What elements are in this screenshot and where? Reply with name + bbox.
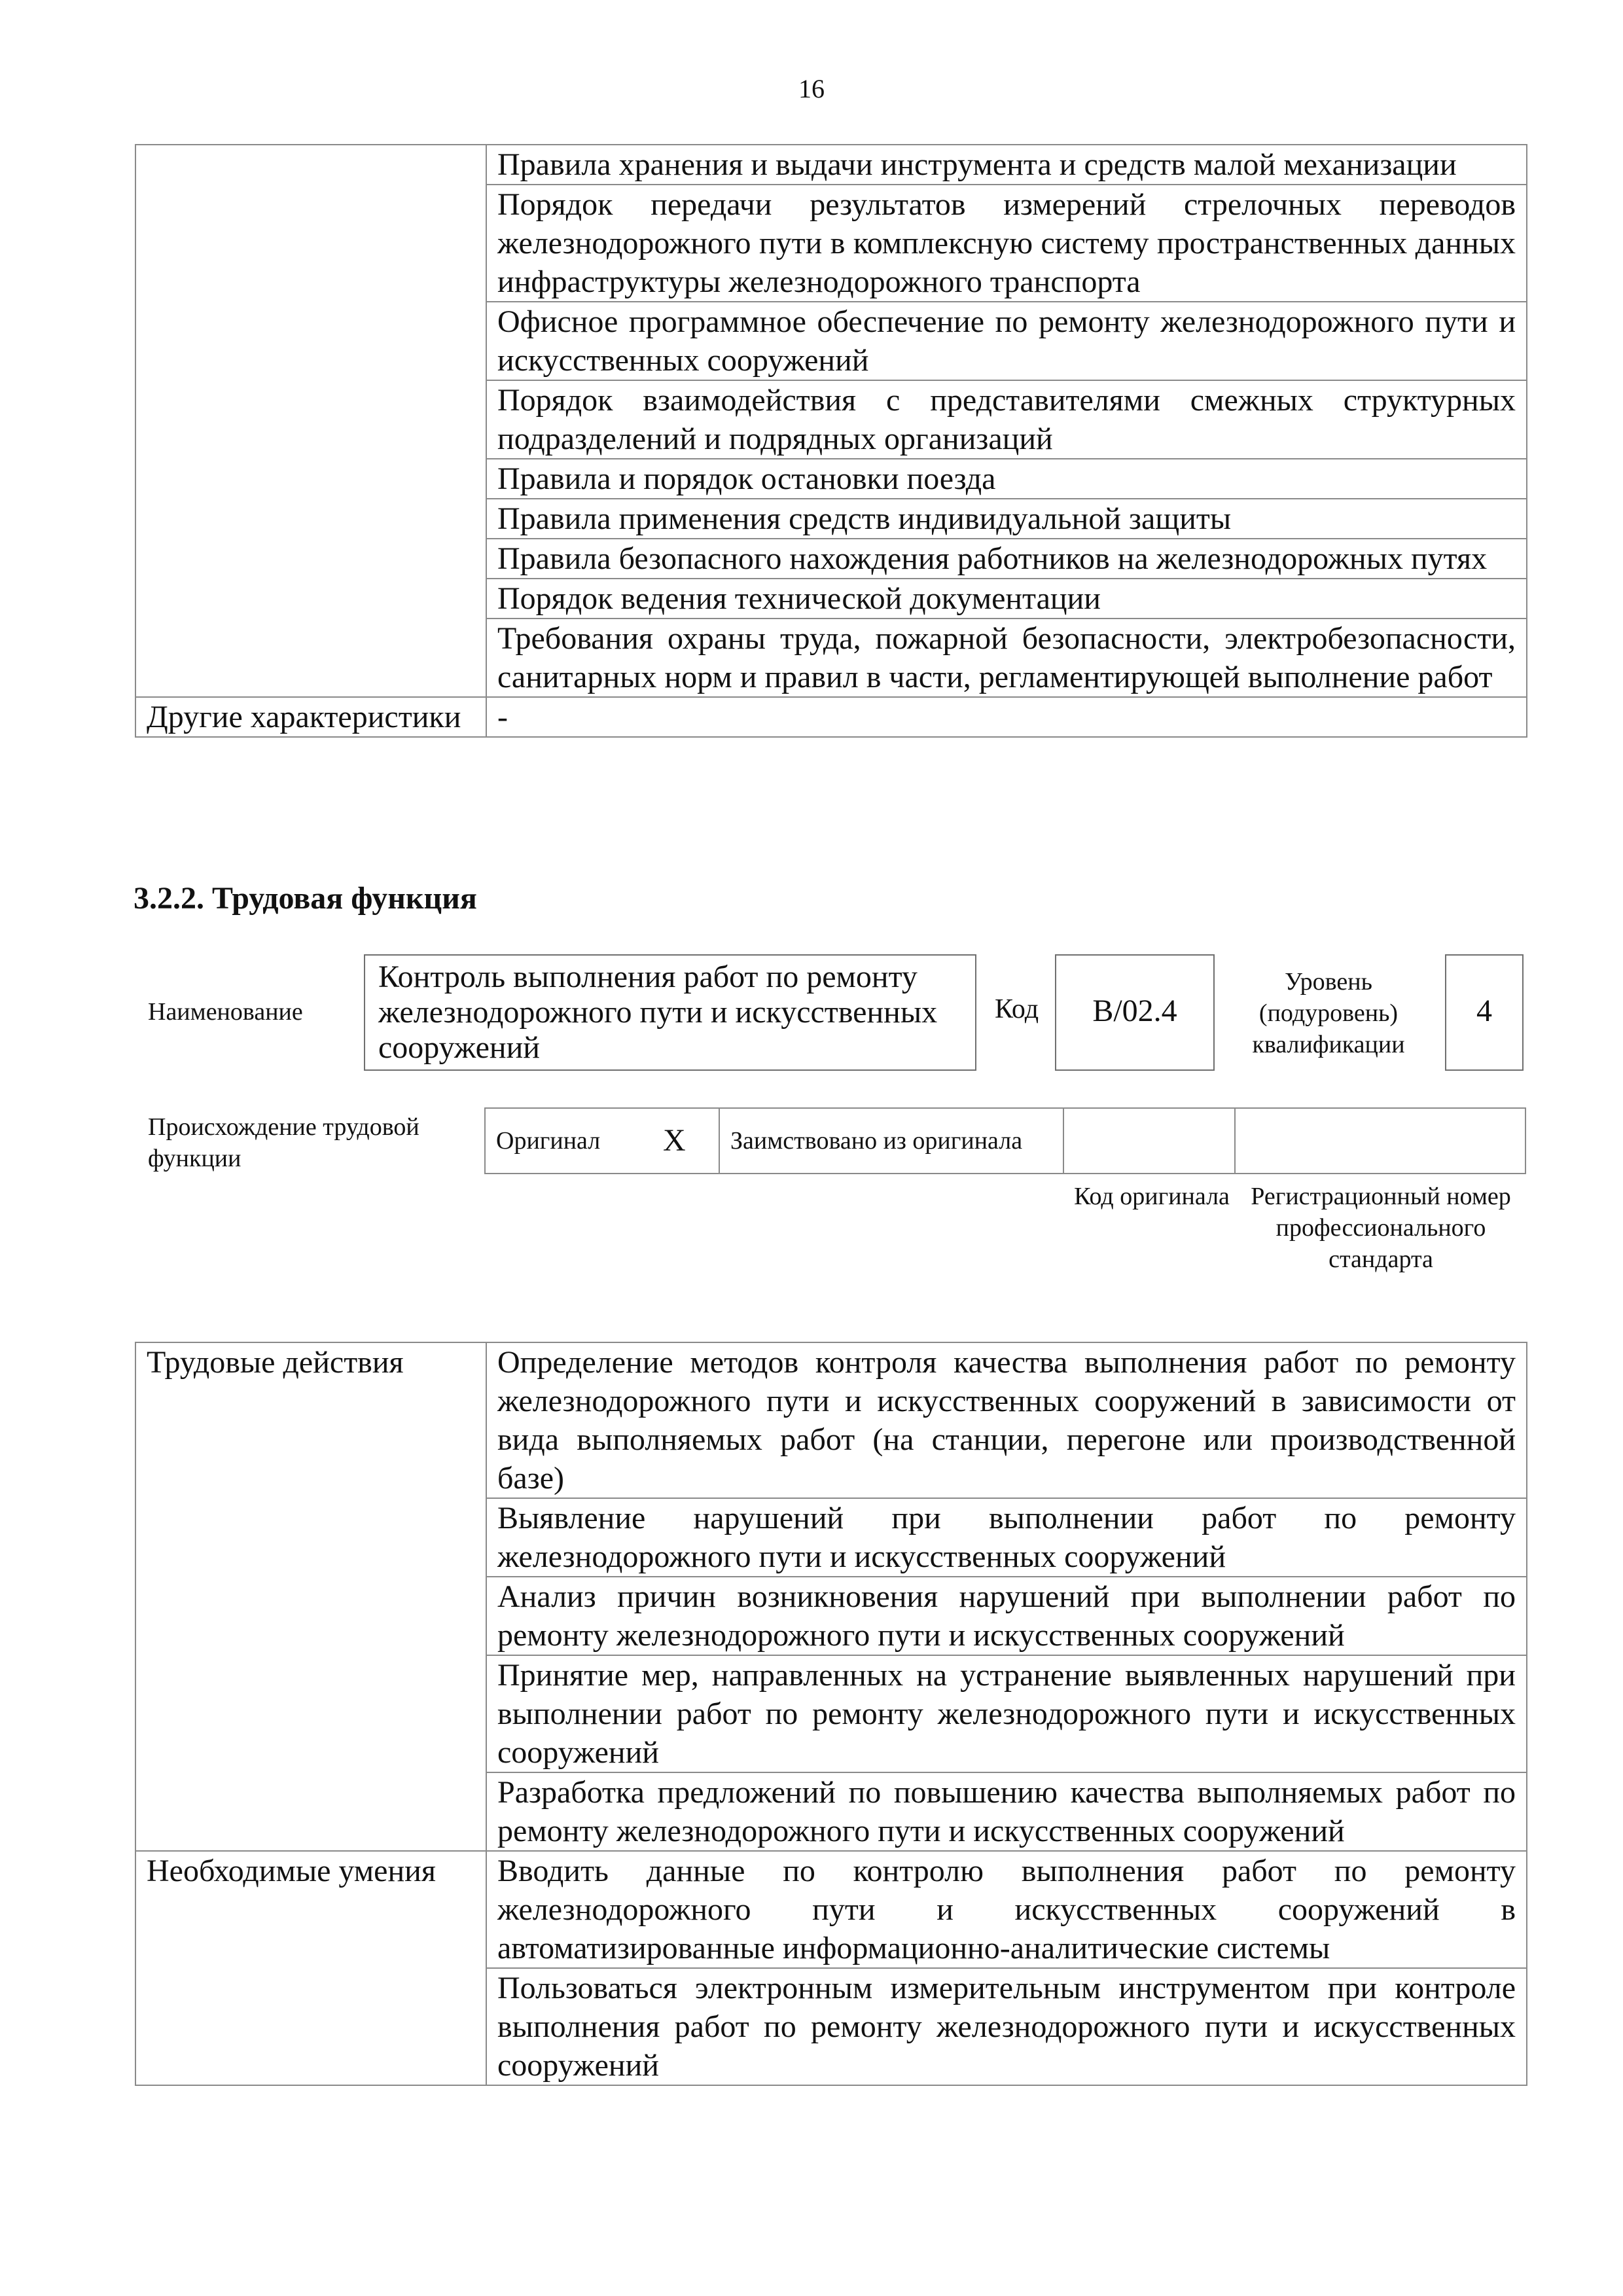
code-caption: Код оригинала [1074,1183,1230,1210]
code-label: Код [995,994,1039,1024]
origin-table [484,1107,1526,1174]
knowledge-item: Порядок ведения технической документации [486,579,1527,619]
original-code-cell [1063,1108,1235,1174]
labor-action-item: Анализ причин возникновения нарушений при выполнении работ по ремонту железнодорожного пути и искусственных сооружений [486,1577,1527,1655]
function-name-box: Контроль выполнения работ по ремонту железнодорожного пути и искусственных сооружений [364,954,976,1071]
borrowed-label: Заимствовано из оригинала [719,1108,1063,1174]
required-skill-item: Пользоваться электронным измерительным инструментом при контроле выполнения работ по ремонту железнодорожного пути и искусственных сооружений [486,1968,1527,2085]
level-label: Уровень (подуровень) квалификации [1252,968,1405,1058]
original-label: Оригинал [485,1108,652,1174]
knowledge-item: Требования охраны труда, пожарной безопасности, электробезопасности, санитарных норм и правил в части, регламентирующей выполнение работ [486,619,1527,697]
required-skill-item: Вводить данные по контролю выполнения работ по ремонту железнодорожного пути и искусственных сооружений в автоматизированные информационно-аналитические системы [486,1851,1527,1968]
origin-label: Происхождение трудовой функции [148,1113,419,1172]
registration-caption: Регистрационный номер профессионального стандарта [1251,1183,1511,1273]
required-skills-label: Необходимые умения [135,1851,486,2085]
knowledge-item: Правила хранения и выдачи инструмента и средств малой механизации [486,145,1527,185]
name-label: Наименование [148,998,303,1026]
labor-function-table [135,1342,1527,2086]
other-characteristics-value: - [486,697,1527,737]
table-row [135,145,1527,185]
knowledge-item: Порядок взаимодействия с представителями смежных структурных подразделений и подрядных организаций [486,380,1527,459]
knowledge-item: Офисное программное обеспечение по ремонту железнодорожного пути и искусственных сооружений [486,302,1527,380]
table-row [135,1342,1527,1498]
other-characteristics-label: Другие характеристики [135,697,486,737]
registration-number-cell [1235,1108,1525,1174]
labor-action-item: Определение методов контроля качества выполнения работ по ремонту железнодорожного пути и искусственных сооружений в зависимости от вида выполняемых работ (на станции, перегоне или производственной базе) [486,1342,1527,1498]
page-number: 16 [798,74,825,103]
qualification-level-box: 4 [1445,954,1524,1071]
section-heading: 3.2.2. Трудовая функция [134,881,477,916]
table-row [485,1108,1525,1174]
knowledge-item: Правила применения средств индивидуальной защиты [486,499,1527,539]
table-row [135,697,1527,737]
function-code-box: В/02.4 [1055,954,1215,1071]
empty-label-cell [135,145,486,697]
labor-actions-label: Трудовые действия [135,1342,486,1851]
labor-action-item: Разработка предложений по повышению качества выполняемых работ по ремонту железнодорожного пути и искусственных сооружений [486,1772,1527,1851]
labor-action-item: Принятие мер, направленных на устранение выявленных нарушений при выполнении работ по ремонту железнодорожного пути и искусственных сооружений [486,1655,1527,1772]
original-mark: X [652,1108,719,1174]
knowledge-item: Правила и порядок остановки поезда [486,459,1527,499]
knowledge-item: Порядок передачи результатов измерений стрелочных переводов железнодорожного пути в комплексную систему пространственных данных инфраструктуры железнодорожного транспорта [486,185,1527,302]
knowledge-item: Правила безопасного нахождения работников на железнодорожных путях [486,539,1527,579]
knowledge-table [135,144,1527,738]
table-row [135,1851,1527,1968]
labor-action-item: Выявление нарушений при выполнении работ по ремонту железнодорожного пути и искусственных сооружений [486,1498,1527,1577]
